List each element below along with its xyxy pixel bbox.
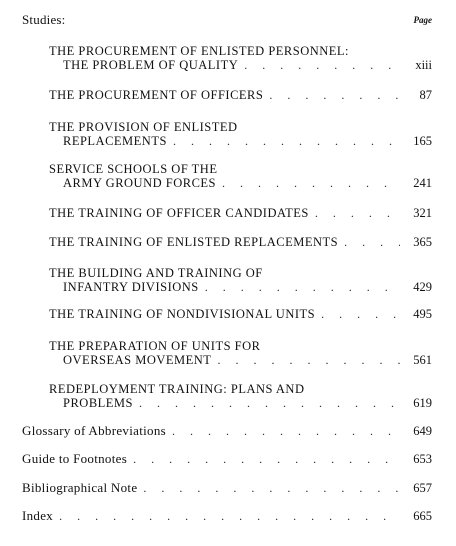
back-matter-title: Guide to Footnotes bbox=[22, 451, 128, 466]
dot-leader bbox=[344, 235, 400, 250]
toc-page-number: 619 bbox=[413, 396, 432, 410]
back-matter-entry[interactable] bbox=[22, 508, 456, 524]
toc-entry-title: SERVICE SCHOOLS OF THE bbox=[49, 162, 218, 176]
toc-entry[interactable] bbox=[49, 88, 456, 104]
back-matter-entry[interactable] bbox=[22, 423, 456, 439]
page-column-label: Page bbox=[413, 15, 432, 25]
toc-entry-title: THE PROBLEM OF QUALITY bbox=[63, 58, 239, 72]
toc-entry[interactable] bbox=[49, 160, 456, 192]
toc-page-number: 657 bbox=[413, 481, 432, 495]
toc-entry-title: THE TRAINING OF OFFICER CANDIDATES bbox=[49, 206, 309, 220]
toc-entry[interactable] bbox=[49, 264, 456, 296]
back-matter-entry[interactable] bbox=[22, 451, 456, 467]
back-matter-title: Bibliographical Note bbox=[22, 480, 138, 495]
toc-page-number: 561 bbox=[413, 353, 432, 367]
dot-leader bbox=[269, 88, 400, 103]
dot-leader bbox=[59, 509, 400, 524]
toc-page-number: 665 bbox=[413, 509, 432, 523]
toc-entry-title: OVERSEAS MOVEMENT bbox=[63, 353, 212, 367]
toc-entry-title: REPLACEMENTS bbox=[63, 134, 167, 148]
toc-page-number: 87 bbox=[419, 88, 432, 102]
dot-leader bbox=[173, 134, 400, 149]
dot-leader bbox=[143, 481, 400, 496]
dot-leader bbox=[139, 396, 400, 411]
toc-entry-title: THE TRAINING OF NONDIVISIONAL UNITS bbox=[49, 307, 316, 321]
studies-heading: Studies: bbox=[22, 12, 66, 27]
dot-leader bbox=[321, 307, 400, 322]
toc-entry[interactable] bbox=[49, 380, 456, 412]
dot-leader bbox=[244, 58, 400, 73]
toc-entry[interactable] bbox=[49, 42, 456, 74]
dot-leader bbox=[172, 424, 400, 439]
toc-entry[interactable] bbox=[49, 337, 456, 369]
toc-page-number: 649 bbox=[413, 424, 432, 438]
toc-entry-title: THE TRAINING OF ENLISTED REPLACEMENTS bbox=[49, 235, 339, 249]
toc-entry[interactable] bbox=[49, 206, 456, 222]
toc-page-number: 365 bbox=[413, 235, 432, 249]
toc-entry-title: THE PROCUREMENT OF ENLISTED PERSONNEL: bbox=[49, 44, 350, 58]
dot-leader bbox=[217, 353, 400, 368]
toc-entry[interactable] bbox=[49, 235, 456, 251]
toc-entry[interactable] bbox=[49, 307, 456, 323]
toc-entry-title: ARMY GROUND FORCES bbox=[63, 176, 217, 190]
toc-entry-title: REDEPLOYMENT TRAINING: PLANS AND bbox=[49, 382, 305, 396]
toc-page-number: xiii bbox=[415, 58, 432, 72]
toc-entry-title: INFANTRY DIVISIONS bbox=[63, 280, 199, 294]
toc-entry-title: PROBLEMS bbox=[63, 396, 133, 410]
toc-page-number: 321 bbox=[413, 206, 432, 220]
back-matter-title: Index bbox=[22, 508, 54, 523]
dot-leader bbox=[222, 176, 400, 191]
back-matter-entry[interactable] bbox=[22, 480, 456, 496]
toc-entry-title: THE PROCUREMENT OF OFFICERS bbox=[49, 88, 264, 102]
toc-page-number: 495 bbox=[413, 307, 432, 321]
dot-leader bbox=[315, 206, 400, 221]
toc-page-number: 429 bbox=[413, 280, 432, 294]
toc-page-number: 241 bbox=[413, 176, 432, 190]
toc-entry-title: THE BUILDING AND TRAINING OF bbox=[49, 266, 263, 280]
toc-page-number: 653 bbox=[413, 452, 432, 466]
back-matter-title: Glossary of Abbreviations bbox=[22, 423, 166, 438]
toc-entry-title: THE PREPARATION OF UNITS FOR bbox=[49, 339, 261, 353]
dot-leader bbox=[205, 280, 400, 295]
toc-entry[interactable] bbox=[49, 118, 456, 150]
dot-leader bbox=[133, 452, 400, 467]
toc-entry-title: THE PROVISION OF ENLISTED bbox=[49, 120, 238, 134]
toc-page-number: 165 bbox=[413, 134, 432, 148]
